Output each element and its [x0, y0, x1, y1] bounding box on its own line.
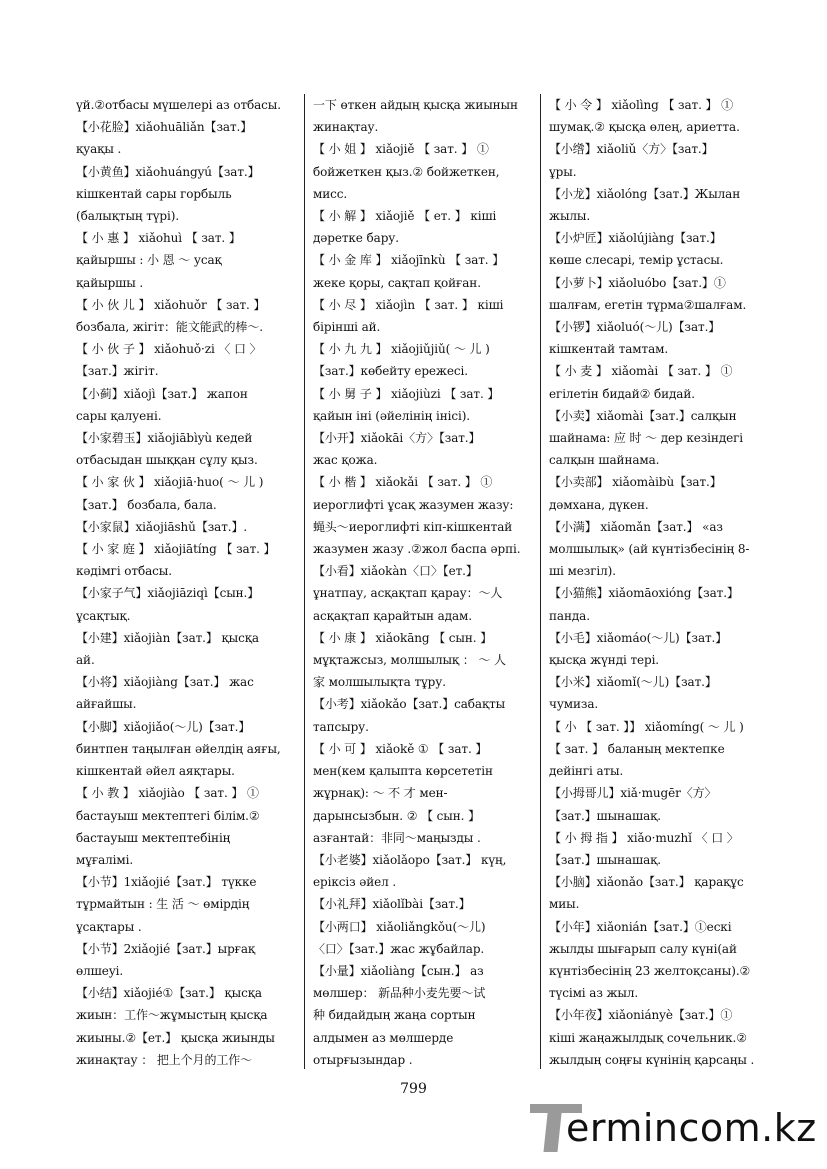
- entry-line: 【小黄鱼】xiǎohuángyú【зат.】: [76, 164, 260, 179]
- entry-line: айғайшы.: [76, 697, 137, 712]
- entry-line: тапсыру.: [313, 719, 369, 734]
- entry-line: 【 小 教 】 xiǎojiào 【 зат. 】 ①: [76, 786, 259, 801]
- entry-line: молшылық» (ай күнтізбесінің 8-: [549, 542, 750, 557]
- entry-line: жылдың соңғы күнінің қарсаңы .: [549, 1052, 755, 1067]
- entry-line: 【小脚】xiǎojiǎo(～儿)【зат.】: [76, 719, 251, 734]
- entry-line: 【小米】xiǎomǐ(～儿)【зат.】: [549, 675, 717, 690]
- entry-line: сары қалуені.: [76, 408, 162, 423]
- entry-line: 【小老婆】xiǎolǎopo【зат.】 күң,: [313, 852, 507, 867]
- entry-line: 【小蓟】xiǎojì【зат.】 жапон: [76, 386, 248, 401]
- entry-line: 【 小 姐 】 xiǎojiě 【 зат. 】 ①: [313, 142, 489, 157]
- entry-line: ұсақтары .: [76, 919, 142, 934]
- entry-line: 【小龙】xiǎolóng【зат.】Жылан: [549, 186, 741, 201]
- entry-line: қайыршы .: [76, 275, 144, 290]
- entry-line: кіші жаңажылдық сочельник.②: [549, 1030, 747, 1045]
- entry-line: күнтізбесінің 23 желтоқсаны).②: [549, 963, 751, 978]
- entry-line: 【 小 九 九 】 xiǎojiǔjiǔ( ～ 儿 ): [313, 342, 490, 357]
- entry-line: 【小家碧玉】xiǎojiābìyù кедей: [76, 431, 253, 446]
- entry-line: 种 бидайдың жаңа сортын: [313, 1008, 476, 1023]
- entry-line: кішкентай сары горбыль: [76, 186, 232, 201]
- entry-line: 【小结】xiǎojié①【зат.】 қысқа: [76, 986, 262, 1001]
- entry-line: 【小锣】xiǎoluó(～儿)【зат.】: [549, 320, 721, 335]
- entry-line: 【 小 伙 儿 】 xiǎohuǒr 【 зат. 】: [76, 297, 266, 312]
- entry-line: бірінші ай.: [313, 320, 381, 335]
- column-divider: [304, 94, 305, 1069]
- entry-line: жинақтау.: [313, 120, 379, 135]
- entry-line: 【小家鼠】xiǎojiāshǔ【зат.】.: [76, 519, 248, 534]
- entry-line: жиын：工作～жұмыстың қысқа: [76, 1008, 268, 1023]
- entry-line: мұғалімі.: [76, 852, 134, 867]
- entry-line: 【 小 解 】 xiǎojiě 【 ет. 】 кіші: [313, 209, 497, 224]
- entry-line: 【 小 伙 子 】 xiǎohuǒ·zi 〈 口 〉: [76, 342, 262, 357]
- entry-line: чумиза.: [549, 697, 599, 712]
- column-divider: [540, 94, 541, 1069]
- entry-line: 【小节】1xiǎojié【зат.】 түкке: [76, 875, 257, 890]
- entry-line: түсімі аз жыл.: [549, 986, 639, 1001]
- entry-line: ай.: [76, 653, 95, 668]
- entry-line: мөлшер： 新品种小麦先要～试: [313, 986, 486, 1001]
- entry-line: 【小萝卜】xiǎoluóbo【зат.】①: [549, 275, 726, 290]
- entry-line: 【 小 尽 】 xiǎojìn 【 зат. 】 кіші: [313, 297, 504, 312]
- entry-line: 【小建】xiǎojiàn【зат.】 қысқа: [76, 630, 259, 645]
- column-left: [76, 98, 296, 1068]
- entry-line: панда.: [549, 608, 590, 623]
- entry-line: 【зат.】шынашақ.: [549, 808, 662, 823]
- entry-line: 【小将】xiǎojiàng【зат.】 жас: [76, 675, 254, 690]
- entry-line: бинтпен таңылған әйелдің аяғы,: [76, 741, 281, 756]
- entry-line: қуақы .: [76, 142, 122, 157]
- entry-line: шайнама: 应 时 ～ дер кезіндегі: [549, 431, 744, 446]
- entry-line: 【小节】2xiǎojié【зат.】ырғақ: [76, 941, 256, 956]
- entry-line: кішкентай әйел аяқтары.: [76, 764, 235, 779]
- entry-line: жұрнақ): ～ 不 才 мен-: [313, 786, 448, 801]
- entry-line: дарынсызбын. ② 【 сын. 】: [313, 808, 480, 823]
- entry-line: 【小满】 xiǎomǎn【зат.】 «аз: [549, 519, 723, 534]
- entry-line: ұсақтық.: [76, 608, 131, 623]
- column-middle: [313, 98, 531, 1068]
- entry-line: отбасыдан шыққан сұлу қыз.: [76, 453, 258, 468]
- entry-line: дейінгі аты.: [549, 764, 624, 779]
- entry-line: кішкентай тамтам.: [549, 342, 669, 357]
- entry-line: жылы.: [549, 209, 591, 224]
- entry-line: 【зат.】көбейту ережесі.: [313, 364, 468, 379]
- entry-line: 【 小 【 зат. 】】 xiǎomíng( ～ 儿 ): [549, 719, 744, 734]
- entry-line: кәдімгі отбасы.: [76, 564, 172, 579]
- entry-line: миы.: [549, 897, 580, 912]
- entry-line: өлшеуі.: [76, 963, 124, 978]
- entry-line: 【小拇哥儿】xiǎ·mugēr〈方〉: [549, 786, 717, 801]
- entry-line: 【小卖部】 xiǎomàibù【зат.】: [549, 475, 722, 490]
- entry-line: дәмхана, дүкен.: [549, 497, 649, 512]
- entry-line: 【 小 惠 】 xiǎohuì 【 зат. 】: [76, 231, 241, 246]
- entry-line: жинақтау ： 把上个月的工作～: [76, 1052, 253, 1067]
- entry-line: 〈口〉【зат.】жас жұбайлар.: [313, 941, 485, 956]
- entry-line: бастауыш мектептебінің: [76, 830, 231, 845]
- entry-line: 【зат.】жігіт.: [76, 364, 159, 379]
- entry-line: 【зат.】шынашақ.: [549, 852, 662, 867]
- entry-line: 【小看】xiǎokàn〈口〉【ет.】: [313, 564, 478, 579]
- entry-line: 【小绺】xiǎoliǔ〈方〉【зат.】: [549, 142, 714, 157]
- entry-line: жазумен жазу .②жол баспа әрпі.: [313, 542, 521, 557]
- entry-line: 一下 өткен айдың қысқа жиынын: [313, 98, 518, 112]
- entry-line: азғантай：非同～маңызды .: [313, 830, 481, 845]
- entry-line: 【小脑】xiǎonǎo【зат.】 қарақұс: [549, 875, 744, 890]
- entry-line: 【小礼拜】xiǎolǐbài【зат.】: [313, 897, 471, 912]
- entry-line: 【 小 舅 子 】 xiǎojiùzi 【 зат. 】: [313, 386, 500, 401]
- entry-line: жиыны.②【ет.】 қысқа жиынды: [76, 1030, 275, 1045]
- entry-line: ұнатпау, асқақтап қарау：～人: [313, 586, 503, 601]
- entry-line: 【小开】xiǎokāi〈方〉【зат.】: [313, 431, 481, 446]
- entry-line: мисс.: [313, 186, 348, 201]
- entry-line: алдымен аз мөлшерде: [313, 1030, 454, 1045]
- entry-line: 【 小 家 庭 】 xiǎojiātíng 【 зат. 】: [76, 542, 276, 557]
- page-number: 799: [400, 1081, 427, 1097]
- entry-line: дәретке бару.: [313, 231, 399, 246]
- entry-line: салқын шайнама.: [549, 453, 660, 468]
- entry-line: асқақтап қарайтын адам.: [313, 608, 472, 623]
- entry-line: қайыршы : 小 恩 ～ усақ: [76, 253, 222, 268]
- entry-line: мұқтажсыз, молшылық ： ～ 人: [313, 653, 506, 668]
- entry-line: мен(кем қалыпта көрсететін: [313, 764, 493, 779]
- entry-line: 【小考】xiǎokǎo【зат.】сабақты: [313, 697, 506, 712]
- entry-line: үй.②отбасы мүшелері аз отбасы.: [76, 98, 281, 112]
- entry-line: жас қожа.: [313, 453, 378, 468]
- entry-line: 【小猫熊】xiǎomāoxióng【зат.】: [549, 586, 739, 601]
- entry-line: 【зат.】 бозбала, бала.: [76, 497, 217, 512]
- entry-line: 【 小 可 】 xiǎokě ① 【 зат. 】: [313, 741, 488, 756]
- entry-line: (балықтың түрі).: [76, 209, 180, 224]
- entry-line: 【 小 拇 指 】 xiǎo·muzhǐ 〈 口 〉: [549, 830, 739, 845]
- entry-line: тұрмайтын : 生 活 ～ өмірдің: [76, 897, 250, 912]
- entry-line: бастауыш мектептегі білім.②: [76, 808, 260, 823]
- entry-line: 【 小 家 伙 】 xiǎojiā·huo( ～ 儿 ): [76, 475, 264, 490]
- entry-line: 【小家子气】xiǎojiāziqì【сын.】: [76, 586, 260, 601]
- entry-line: 【 小 金 库 】 xiǎojīnkù 【 зат. 】: [313, 253, 505, 268]
- entry-line: қысқа жүнді тері.: [549, 653, 660, 668]
- entry-line: ші мезгіл).: [549, 564, 616, 579]
- entry-line: 【小花脸】xiǎohuāliǎn【зат.】: [76, 120, 253, 135]
- entry-line: ұры.: [549, 164, 577, 179]
- entry-line: 【 小 令 】 xiǎolìng 【 зат. 】 ①: [549, 98, 734, 112]
- logo-text: ermincom.kz: [566, 1106, 817, 1150]
- entry-line: 【小卖】xiǎomài【зат.】салқын: [549, 408, 737, 423]
- entry-line: 【小炉匠】xiǎolújiàng【зат.】: [549, 231, 722, 246]
- entry-line: 【小毛】xiǎomáo(～儿)【зат.】: [549, 630, 728, 645]
- entry-line: бозбала, жігіт：能文能武的棒～.: [76, 320, 263, 335]
- termincom-logo[interactable]: [522, 1098, 818, 1160]
- entry-line: 【小年】xiǎonián【зат.】①ескі: [549, 919, 732, 934]
- entry-line: қайын іні (әйелінің інісі).: [313, 408, 470, 423]
- entry-line: 【小两口】 xiǎoliǎngkǒu(～儿): [313, 919, 486, 934]
- entry-line: 【 зат. 】 баланың мектепке: [549, 741, 725, 756]
- entry-line: бойжеткен қыз.② бойжеткен,: [313, 164, 500, 179]
- entry-line: 蝇头～иероглифті кіп-кішкентай: [313, 519, 513, 534]
- entry-line: 【 小 康 】 xiǎokāng 【 сын. 】: [313, 630, 493, 645]
- entry-line: егілетін бидай② бидай.: [549, 386, 695, 401]
- entry-line: жеке қоры, сақтап қойған.: [313, 275, 481, 290]
- column-right: [549, 98, 769, 1068]
- entry-line: көше слесарі, темір ұстасы.: [549, 253, 724, 268]
- entry-line: жылды шығарып салу күні(ай: [549, 941, 737, 956]
- entry-line: 【小量】xiǎoliàng【сын.】 аз: [313, 963, 484, 978]
- entry-line: шумақ.② қысқа өлең, ариетта.: [549, 120, 740, 135]
- entry-line: шалғам, егетін тұрма②шалғам.: [549, 297, 747, 312]
- entry-line: еріксіз әйел .: [313, 875, 397, 890]
- entry-line: 家 молшылықта тұру.: [313, 675, 446, 690]
- entry-line: 【 小 麦 】 xiǎomài 【 зат. 】 ①: [549, 364, 733, 379]
- entry-line: 【小年夜】xiǎoniányè【зат.】①: [549, 1008, 733, 1023]
- entry-line: иероглифті ұсақ жазумен жазу:: [313, 497, 514, 512]
- entry-line: отырғызындар .: [313, 1052, 413, 1067]
- entry-line: 【 小 楷 】 xiǎokǎi 【 зат. 】 ①: [313, 475, 493, 490]
